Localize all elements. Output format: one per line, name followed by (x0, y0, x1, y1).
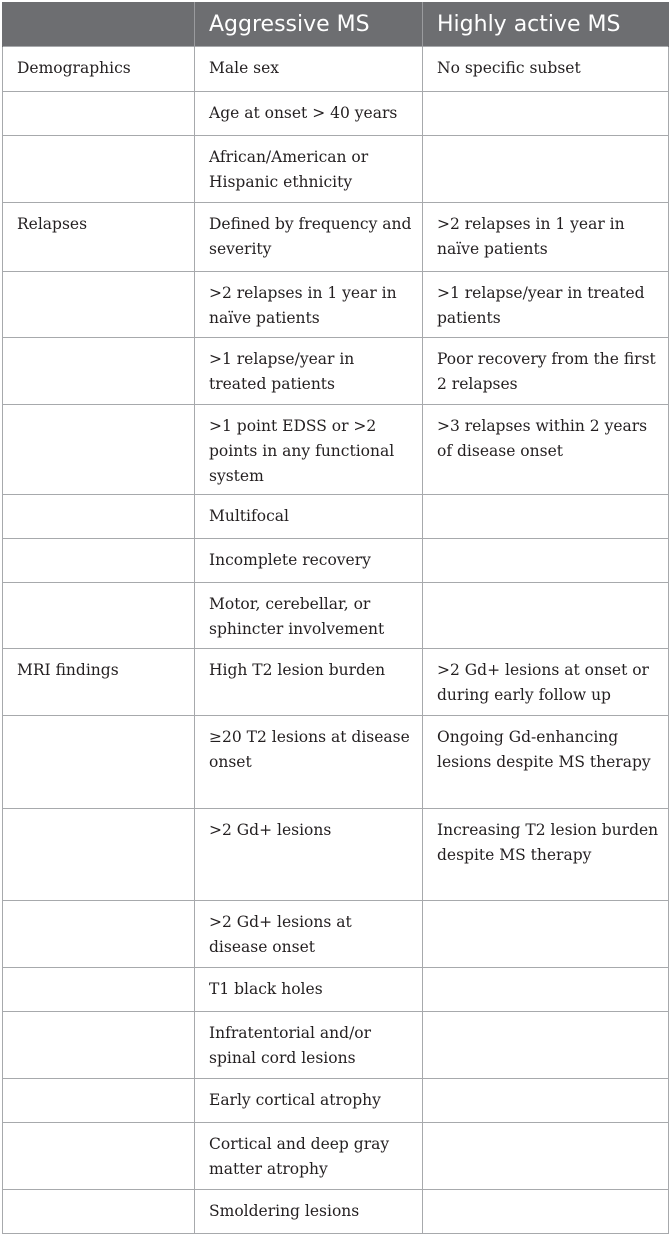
table-row (3, 649, 669, 716)
category-cell (3, 539, 195, 583)
table-row (3, 1123, 669, 1190)
highly-active-ms-cell (423, 92, 669, 136)
aggressive-ms-cell: ≥20 T2 lesions at disease onset (195, 716, 423, 809)
category-cell (3, 1123, 195, 1190)
aggressive-ms-cell: Early cortical atrophy (195, 1079, 423, 1123)
category-cell (3, 338, 195, 405)
category-cell (3, 583, 195, 649)
highly-active-ms-cell (423, 1012, 669, 1079)
category-cell (3, 1190, 195, 1234)
table-row (3, 809, 669, 901)
table-header-row (3, 2, 669, 47)
aggressive-ms-cell: T1 black holes (195, 968, 423, 1012)
aggressive-ms-cell: African/American or Hispanic ethnicity (195, 136, 423, 203)
highly-active-ms-cell (423, 583, 669, 649)
aggressive-ms-cell: >2 Gd+ lesions (195, 809, 423, 901)
highly-active-ms-cell (423, 901, 669, 968)
table-row (3, 203, 669, 272)
table-row (3, 92, 669, 136)
category-cell (3, 495, 195, 539)
table-row (3, 901, 669, 968)
aggressive-ms-cell: Cortical and deep gray matter atrophy (195, 1123, 423, 1190)
table-row (3, 47, 669, 92)
table-row (3, 716, 669, 809)
highly-active-ms-cell: >1 relapse/year in treated patients (423, 272, 669, 338)
category-cell: Demographics (3, 47, 195, 92)
highly-active-ms-cell: Poor recovery from the first 2 relapses (423, 338, 669, 405)
aggressive-ms-cell: >1 relapse/year in treated patients (195, 338, 423, 405)
highly-active-ms-cell: Increasing T2 lesion burden despite MS therapy (423, 809, 669, 901)
header-cell-highly-active-ms: Highly active MS (423, 2, 669, 47)
aggressive-ms-cell: Infratentorial and/or spinal cord lesions (195, 1012, 423, 1079)
category-cell (3, 136, 195, 203)
category-cell (3, 809, 195, 901)
highly-active-ms-cell (423, 968, 669, 1012)
highly-active-ms-cell: Ongoing Gd-enhancing lesions despite MS therapy (423, 716, 669, 809)
category-cell (3, 1012, 195, 1079)
table-row (3, 338, 669, 405)
table-row (3, 136, 669, 203)
category-cell: MRI findings (3, 649, 195, 716)
aggressive-ms-cell: Motor, cerebellar, or sphincter involvement (195, 583, 423, 649)
aggressive-ms-cell: Male sex (195, 47, 423, 92)
highly-active-ms-cell (423, 539, 669, 583)
highly-active-ms-cell: >2 relapses in 1 year in naïve patients (423, 203, 669, 272)
aggressive-ms-cell: Age at onset > 40 years (195, 92, 423, 136)
table-row (3, 1079, 669, 1123)
aggressive-ms-cell: >2 relapses in 1 year in naïve patients (195, 272, 423, 338)
table-row (3, 1190, 669, 1234)
category-cell (3, 92, 195, 136)
table-row (3, 583, 669, 649)
comparison-table-container (2, 2, 668, 1234)
table-row (3, 272, 669, 338)
category-cell (3, 405, 195, 495)
category-cell: Relapses (3, 203, 195, 272)
ms-comparison-table (2, 2, 669, 1234)
table-row (3, 1012, 669, 1079)
category-cell (3, 1079, 195, 1123)
header-cell-aggressive-ms: Aggressive MS (195, 2, 423, 47)
highly-active-ms-cell: >2 Gd+ lesions at onset or during early follow up (423, 649, 669, 716)
aggressive-ms-cell: >1 point EDSS or >2 points in any functional system (195, 405, 423, 495)
highly-active-ms-cell (423, 1123, 669, 1190)
table-row (3, 968, 669, 1012)
aggressive-ms-cell: Smoldering lesions (195, 1190, 423, 1234)
aggressive-ms-cell: >2 Gd+ lesions at disease onset (195, 901, 423, 968)
category-cell (3, 901, 195, 968)
table-row (3, 539, 669, 583)
category-cell (3, 968, 195, 1012)
highly-active-ms-cell (423, 1079, 669, 1123)
category-cell (3, 272, 195, 338)
category-cell (3, 716, 195, 809)
highly-active-ms-cell: >3 relapses within 2 years of disease onset (423, 405, 669, 495)
header-cell-category (3, 2, 195, 47)
highly-active-ms-cell (423, 136, 669, 203)
table-row (3, 495, 669, 539)
aggressive-ms-cell: Incomplete recovery (195, 539, 423, 583)
table-row (3, 405, 669, 495)
highly-active-ms-cell (423, 1190, 669, 1234)
highly-active-ms-cell (423, 495, 669, 539)
highly-active-ms-cell: No specific subset (423, 47, 669, 92)
aggressive-ms-cell: High T2 lesion burden (195, 649, 423, 716)
aggressive-ms-cell: Multifocal (195, 495, 423, 539)
aggressive-ms-cell: Defined by frequency and severity (195, 203, 423, 272)
